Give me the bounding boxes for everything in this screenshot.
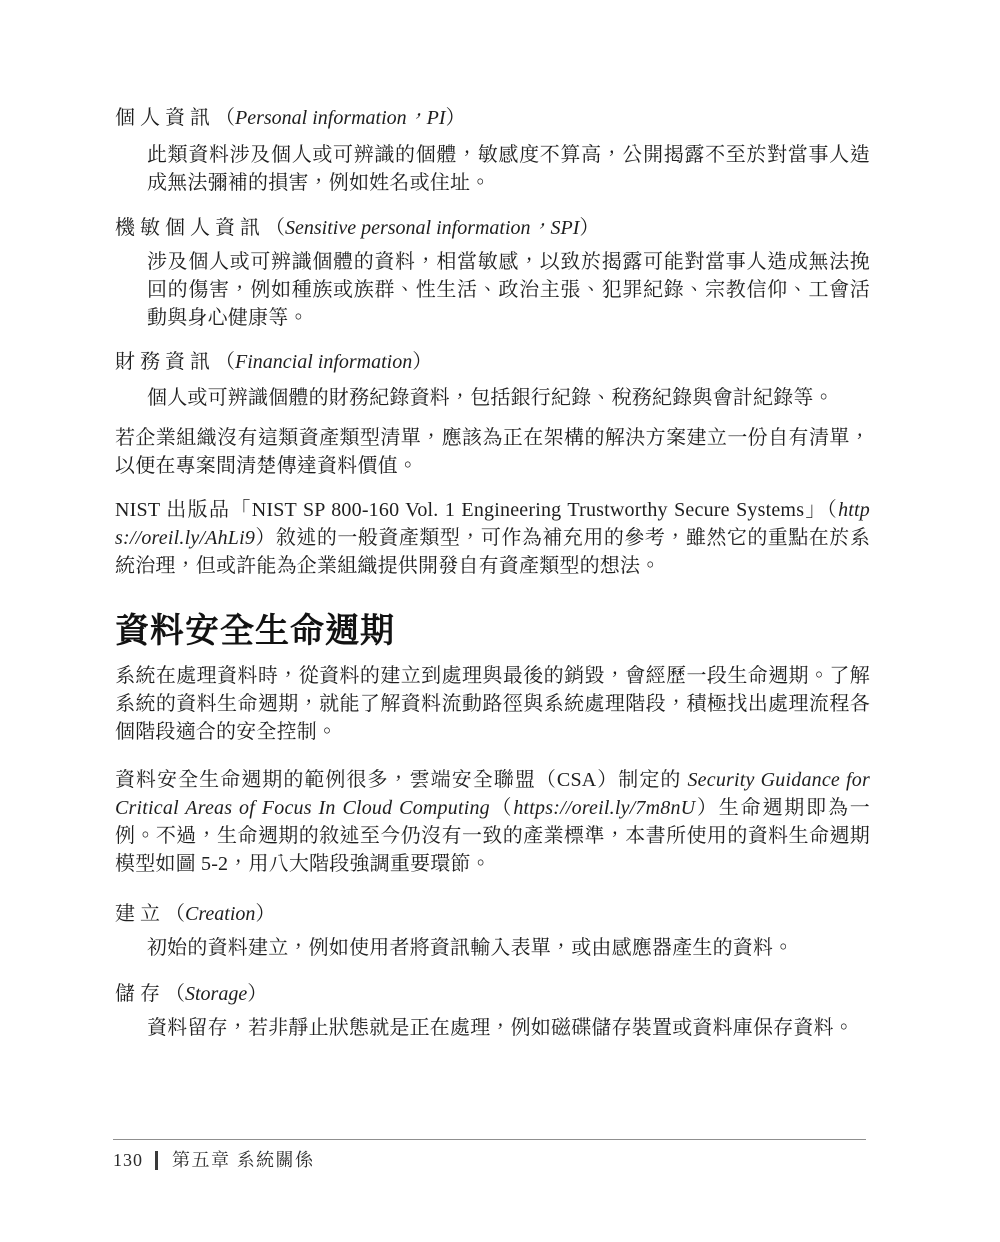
definition-desc-creation: 初始的資料建立，例如使用者將資訊輸入表單，或由感應器產生的資料。	[147, 937, 794, 959]
definition-term-creation	[115, 900, 870, 928]
text-run: 個人資訊	[115, 107, 215, 129]
page-footer	[113, 1147, 315, 1173]
chapter-title: 第五章 系統關係	[172, 1150, 315, 1170]
definition-desc-personal-information: 此類資料涉及個人或可辨識的個體，敏感度不算高，公開揭露不至於對當事人造成無法彌補的損害，例如姓名或住址。	[147, 144, 870, 194]
text-run: ）	[412, 351, 433, 373]
lifecycle-stage-definitions	[115, 900, 870, 1042]
text-run: ）	[255, 903, 276, 925]
italic-text: Sensitive personal information，SPI	[285, 217, 580, 239]
text-run: 資料安全生命週期的範例很多，雲端安全聯盟（CSA）制定的	[115, 769, 688, 791]
definition-term-financial-information	[115, 348, 870, 376]
paragraph-own-inventory: 若企業組織沒有這類資產類型清單，應該為正在架構的解決方案建立一份自有清單，以便在專案間清楚傳達資料價值。	[115, 427, 870, 477]
italic-text: Storage	[185, 983, 248, 1005]
section-heading-data-security-lifecycle: 資料安全生命週期	[115, 612, 395, 650]
text-run: （	[265, 217, 285, 239]
text-run: 機敏個人資訊	[115, 217, 265, 239]
text-run: ）	[579, 217, 600, 239]
italic-text: Financial information	[235, 351, 413, 373]
definition-term-sensitive-personal-information	[115, 214, 870, 242]
text-run: NIST 出版品「NIST SP 800-160 Vol. 1 Engineering Trustworthy Secure Systems」（	[115, 499, 839, 521]
text-run: ）生命週期即為一例。不過，生命週期的敘述至今仍沒有一致的產業標準，本書所使用的資料生命週期模型如圖 5-2，用八大階段強調重要環節。	[115, 797, 870, 875]
text-run: 財務資訊	[115, 351, 215, 373]
definition-term-storage	[115, 980, 870, 1008]
definition-term-personal-information	[115, 104, 870, 132]
text-run: 建立	[115, 903, 165, 925]
text-run: ）	[247, 983, 268, 1005]
text-run: ）	[445, 107, 466, 129]
url-text: https://oreil.ly/AhLi9	[115, 499, 870, 549]
text-run: （	[215, 107, 235, 129]
paragraph-nist-reference	[115, 496, 870, 580]
paragraph-lifecycle-intro: 系統在處理資料時，從資料的建立到處理與最後的銷毀，會經歷一段生命週期。了解系統的資料生命週期，就能了解資料流動路徑與系統處理階段，積極找出處理流程各個階段適合的安全控制。	[115, 665, 870, 743]
definition-desc-storage: 資料留存，若非靜止狀態就是正在處理，例如磁碟儲存裝置或資料庫保存資料。	[147, 1017, 854, 1039]
text-run: （	[489, 797, 514, 819]
url-text: https://oreil.ly/7m8nU	[513, 797, 696, 819]
italic-text: Personal information，PI	[235, 107, 446, 129]
text-run: 儲存	[115, 983, 165, 1005]
asset-type-definitions	[115, 104, 870, 412]
text-run: （	[165, 903, 185, 925]
text-run: （	[215, 351, 235, 373]
footer-separator	[155, 1151, 158, 1170]
footer-divider	[113, 1139, 866, 1140]
text-run: （	[165, 983, 185, 1005]
page-number: 130	[113, 1150, 143, 1170]
italic-text: Creation	[185, 903, 256, 925]
definition-desc-sensitive-personal-information: 涉及個人或可辨識個體的資料，相當敏感，以致於揭露可能對當事人造成無法挽回的傷害，例如種族或族群、性生活、政治主張、犯罪紀錄、宗教信仰、工會活動與身心健康等。	[147, 251, 870, 329]
text-run: ）敘述的一般資產類型，可作為補充用的參考，雖然它的重點在於系統治理，但或許能為企業組織提供開發自有資產類型的想法。	[115, 527, 870, 577]
page-content	[115, 0, 870, 1042]
italic-text: Security Guidance for Critical Areas of Focus In Cloud Computing	[115, 769, 870, 819]
paragraph-lifecycle-examples	[115, 766, 870, 878]
definition-desc-financial-information: 個人或可辨識個體的財務紀錄資料，包括銀行紀錄、稅務紀錄與會計紀錄等。	[147, 387, 834, 409]
